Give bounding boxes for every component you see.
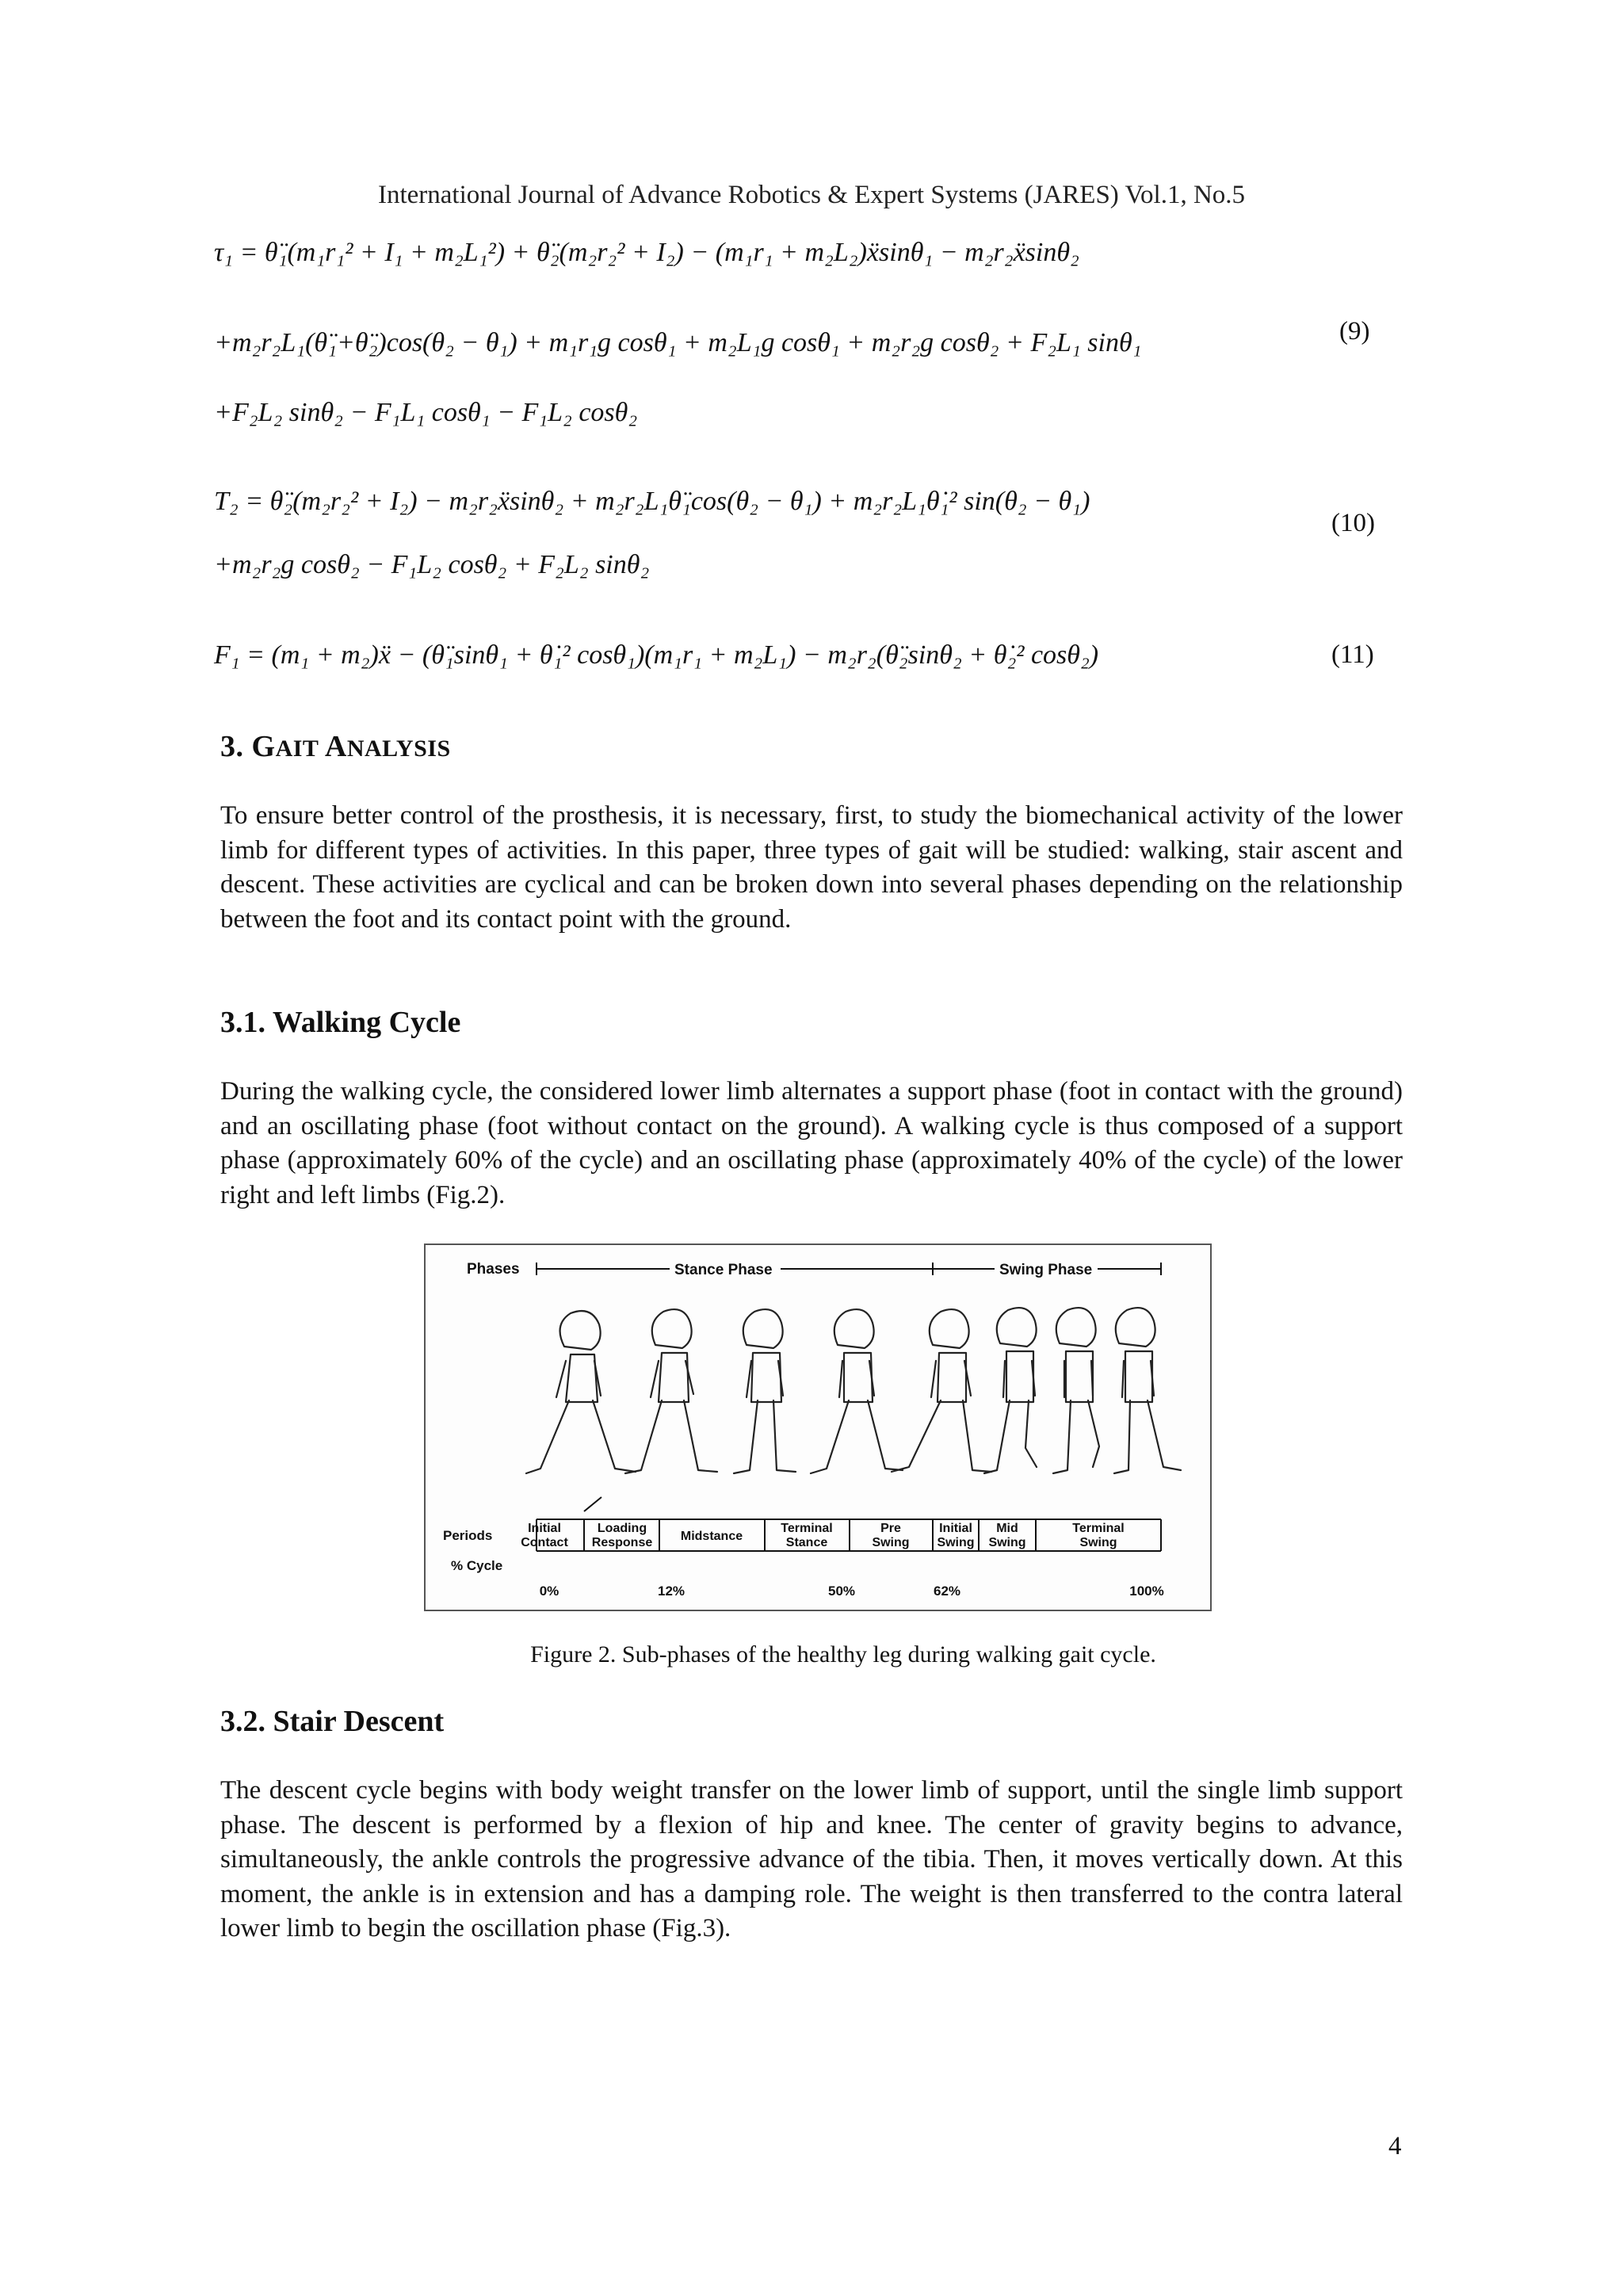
equation-9-line-2: +m₂r₂L₁(θ̈₁+θ̈₂)cos(θ₂ − θ₁) + m₁r₁g cosθ₁ + m₂L₁g cosθ₁ + m₂r₂g cosθ₂ + F₂L₁ sinθ₁ (214, 328, 1142, 357)
section-3-2-title: 3.2. Stair Descent (220, 1705, 445, 1738)
gait-cycle-diagram (426, 1245, 1210, 1610)
section-3-title-a: A (324, 730, 347, 763)
section-3-title (220, 729, 451, 764)
figure-4 (811, 1309, 903, 1473)
period-5-line-2: Swing (872, 1536, 910, 1549)
section-3-number: 3. (220, 730, 244, 763)
equation-10-number: (10) (1331, 509, 1375, 537)
stance-phase-label: Stance Phase (674, 1262, 773, 1278)
equation-11-number: (11) (1331, 640, 1374, 669)
equation-10-line-1: T₂ = θ̈₂(m₂r₂² + I₂) − m₂r₂ẍsinθ₂ + m₂r₂L₁θ̈₁cos(θ₂ − θ₁) + m₂r₂L₁θ̇₁² sin(θ₂ − θ₁) (214, 487, 1090, 516)
period-4-line-1: Terminal (781, 1522, 833, 1535)
period-7-line-2: Swing (988, 1536, 1026, 1549)
section-3-1-title: 3.1. Walking Cycle (220, 1006, 461, 1039)
period-6-line-1: Initial (939, 1522, 972, 1535)
section-3-paragraph: To ensure better control of the prosthesis, it is necessary, first, to study the biomechanical activity of the lower limb for different types of activities. In this paper, three types of gait will be studied: walking, stair ascent and descent. These activities are cyclical and can be broken down into several phases depending on the relationship between the foot and its contact point with the ground. (220, 801, 1403, 934)
period-3-line-1: Midstance (680, 1530, 743, 1543)
phases-label: Phases (467, 1261, 520, 1278)
walking-figures (526, 1308, 1181, 1473)
equation-9-line-1: τ₁ = θ̈₁(m₁r₁² + I₁ + m₂L₁²) + θ̈₂(m₂r₂² + I₂) − (m₁r₁ + m₂L₂)ẍsinθ₁ − m₂r₂ẍsinθ₂ (214, 238, 1079, 267)
period-5-line-1: Pre (880, 1522, 901, 1535)
periods-label: Periods (443, 1528, 493, 1543)
figure-5 (892, 1309, 991, 1472)
cycle-62: 62% (933, 1584, 961, 1599)
cycle-100: 100% (1129, 1584, 1164, 1599)
cycle-label: % Cycle (451, 1558, 503, 1573)
cycle-50: 50% (827, 1584, 856, 1599)
equation-10-line-2: +m₂r₂g cosθ₂ − F₁L₂ cosθ₂ + F₂L₂ sinθ₂ (214, 550, 650, 579)
equation-9-number: (9) (1339, 317, 1370, 346)
section-3-2-paragraph: The descent cycle begins with body weight transfer on the lower limb of support, until the single limb support phase. The descent is performed by a flexion of hip and knee. The center of gravity begins to advance, simultaneously, the ankle controls the progressive advance of the tibia. Then, it moves vertically down. At this moment, the ankle is in extension and has a damping role. The weight is then transferred to the contra lateral lower limb to begin the oscillation phase (Fig.3). (220, 1776, 1403, 1943)
period-7-line-1: Mid (996, 1522, 1018, 1535)
equation-11-line-1: F₁ = (m₁ + m₂)ẍ − (θ̈₁sinθ₁ + θ̇₁² cosθ₁)(m₁r₁ + m₂L₁) − m₂r₂(θ̈₂sinθ₂ + θ̇₂² cosθ₂) (214, 640, 1099, 670)
figure-2 (625, 1309, 717, 1473)
period-6-line-2: Swing (937, 1536, 975, 1549)
section-3-title-nalysis: NALYSIS (346, 735, 451, 762)
initial-contact-arrow (584, 1497, 601, 1511)
period-8-line-2: Swing (1079, 1536, 1117, 1549)
period-1-line-1: Initial (528, 1522, 561, 1535)
period-1-line-2: Contact (521, 1536, 568, 1549)
figure-3 (734, 1309, 796, 1473)
running-head: International Journal of Advance Robotics & Expert Systems (JARES) Vol.1, No.5 (377, 181, 1246, 209)
section-3-1-paragraph: During the walking cycle, the considered lower limb alternates a support phase (foot in contact with the ground) and an oscillating phase (foot without contact on the ground). A walking cycle is thus composed of a support phase (approximately 60% of the cycle) and an oscillating phase (approximately 40% of the cycle) of the lower right and left limbs (Fig.2). (220, 1077, 1403, 1209)
page-number: 4 (1388, 2132, 1402, 2160)
equation-9-line-3: +F₂L₂ sinθ₂ − F₁L₁ cosθ₁ − F₁L₂ cosθ₂ (214, 398, 638, 427)
figure-2-caption: Figure 2. Sub-phases of the healthy leg during walking gait cycle. (530, 1641, 1156, 1668)
figure-7 (1053, 1308, 1099, 1473)
figure-6 (984, 1308, 1037, 1473)
gait-cycle-figure (424, 1244, 1212, 1611)
section-3-title-g: G (251, 730, 276, 763)
period-8-line-1: Terminal (1072, 1522, 1125, 1535)
cycle-0: 0% (539, 1584, 559, 1599)
swing-phase-label: Swing Phase (999, 1262, 1093, 1278)
section-3-title-ait: AIT (275, 735, 325, 762)
period-2-line-1: Loading (597, 1522, 647, 1535)
cycle-12: 12% (657, 1584, 685, 1599)
figure-1 (526, 1311, 636, 1473)
figure-8 (1114, 1308, 1181, 1473)
period-2-line-2: Response (591, 1536, 653, 1549)
period-4-line-2: Stance (785, 1536, 828, 1549)
